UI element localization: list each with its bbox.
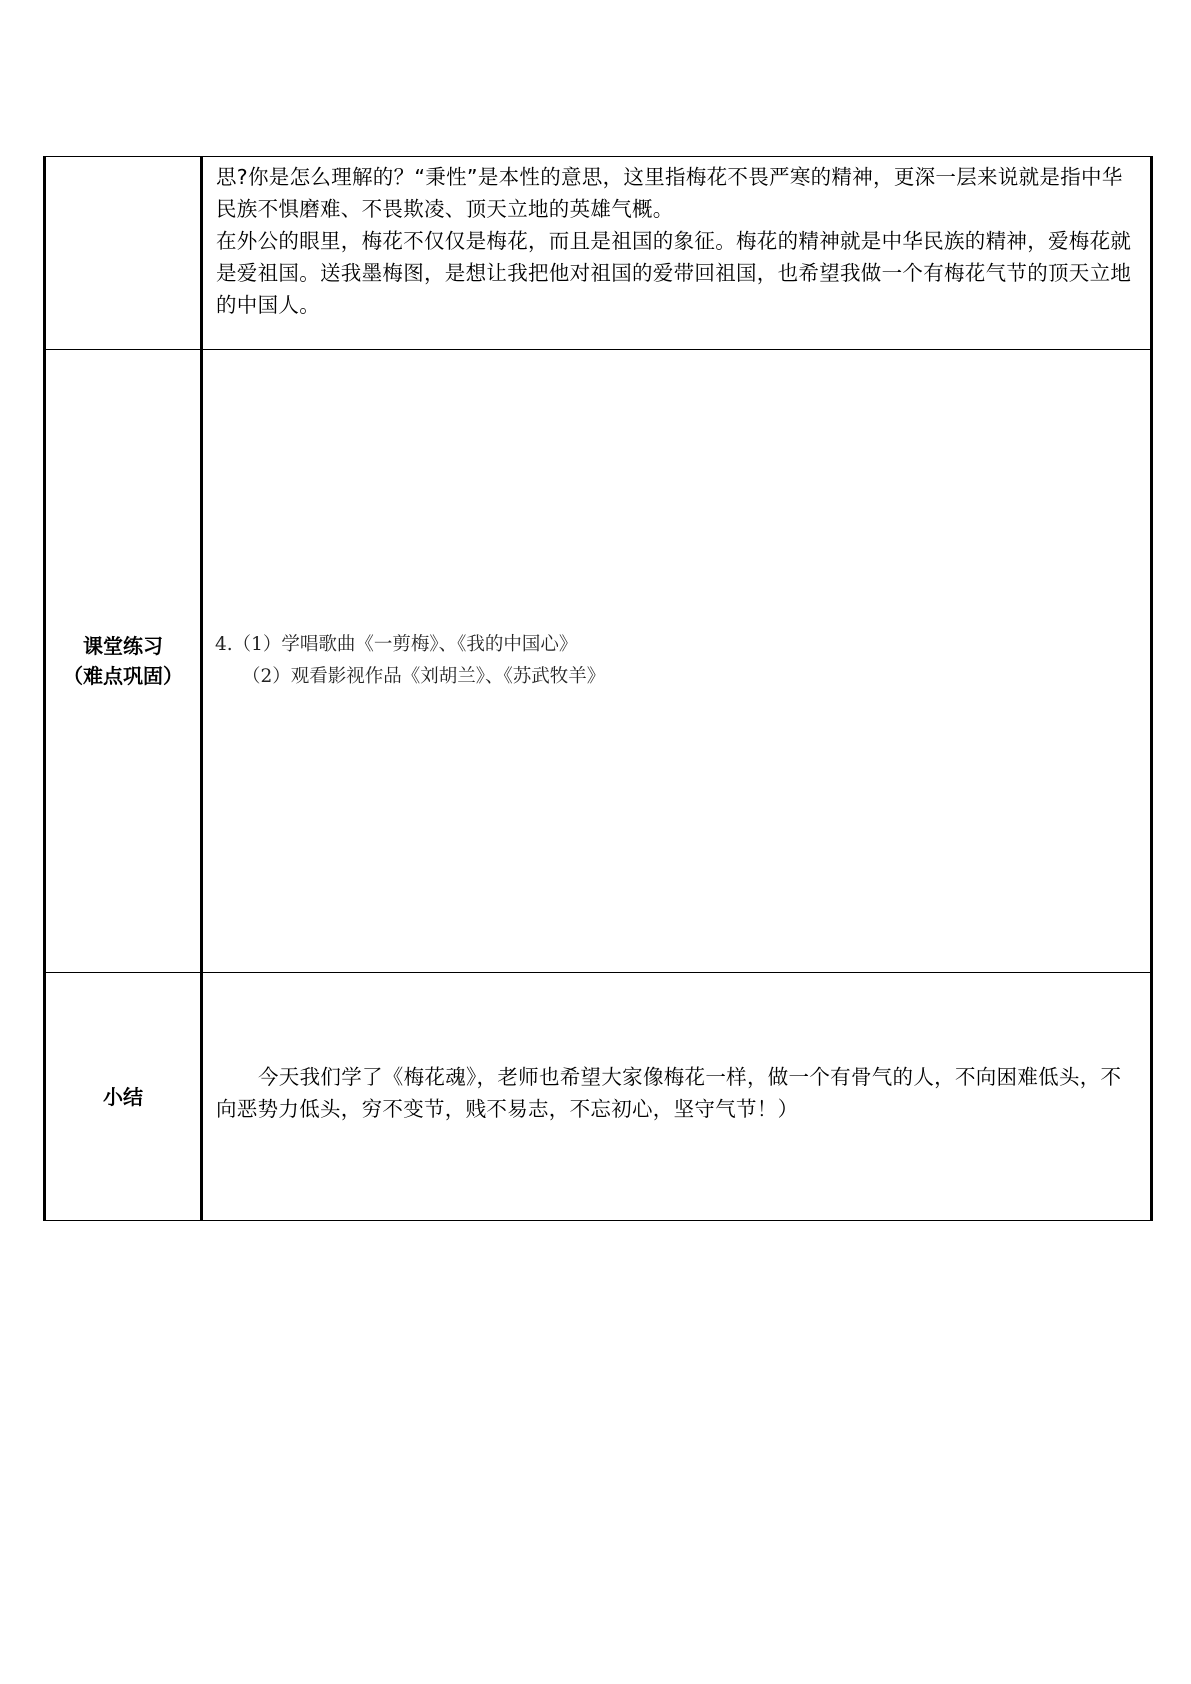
exercise-item: 4.（1）学唱歌曲《一剪梅》、《我的中国心》 bbox=[215, 634, 578, 655]
row-label-cell bbox=[45, 350, 202, 973]
row-content-cell bbox=[202, 973, 1152, 1221]
table-row bbox=[45, 973, 1152, 1221]
exercise-item: （2）观看影视作品《刘胡兰》、《苏武牧羊》 bbox=[242, 666, 606, 687]
row-label-cell bbox=[45, 157, 202, 350]
section-label-summary: 小结 bbox=[103, 1084, 143, 1109]
row-label-cell bbox=[45, 973, 202, 1221]
table-row bbox=[45, 157, 1152, 350]
summary-paragraph: 今天我们学了《梅花魂》，老师也希望大家像梅花一样，做一个有骨气的人，不向困难低头，不向恶势力低头，穷不变节，贱不易志，不忘初心，坚守气节！） bbox=[216, 1064, 1122, 1121]
row-content-cell bbox=[202, 350, 1152, 973]
section-label-practice-sub: （难点巩固） bbox=[63, 664, 183, 688]
lesson-plan-table bbox=[43, 156, 1153, 1221]
table-row bbox=[45, 350, 1152, 973]
row-content-cell bbox=[202, 157, 1152, 350]
section-label-practice: 课堂练习 bbox=[83, 634, 163, 658]
explanation-paragraph: 在外公的眼里，梅花不仅仅是梅花，而且是祖国的象征。梅花的精神就是中华民族的精神，爱梅花就是爱祖国。送我墨梅图，是想让我把他对祖国的爱带回祖国，也希望我做一个有梅花气节的顶天立地的中国人。 bbox=[216, 229, 1132, 317]
explanation-paragraph: 思?你是怎么理解的？“秉性”是本性的意思，这里指梅花不畏严寒的精神，更深一层来说就是指中华民族不惧磨难、不畏欺凌、顶天立地的英雄气概。 bbox=[216, 165, 1123, 221]
